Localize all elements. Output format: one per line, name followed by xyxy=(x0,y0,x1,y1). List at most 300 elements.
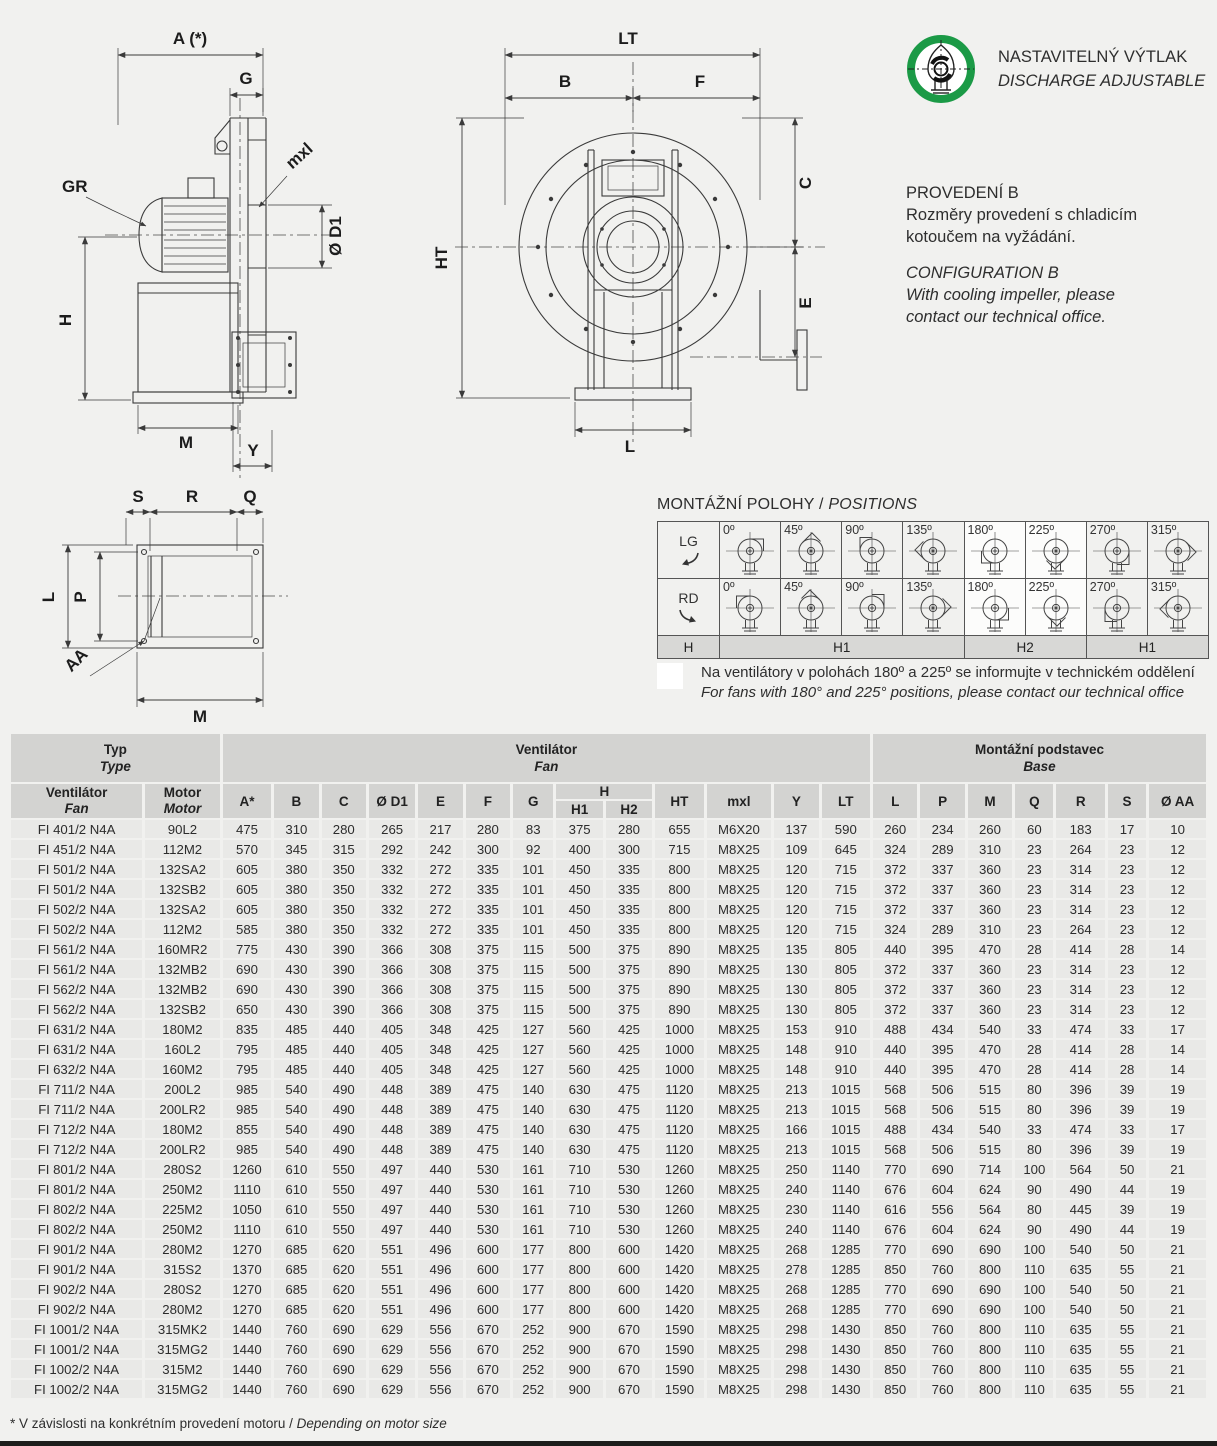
value-cell: 272 xyxy=(418,860,462,878)
value-cell: 450 xyxy=(556,860,602,878)
value-cell: 234 xyxy=(920,820,964,838)
value-cell: 530 xyxy=(606,1220,652,1238)
value-cell: 474 xyxy=(1056,1020,1104,1038)
value-cell: M8X25 xyxy=(707,1120,772,1138)
value-cell: 485 xyxy=(274,1040,318,1058)
col-fan: Ventilátor Fan xyxy=(11,784,142,818)
config-en-title: CONFIGURATION B xyxy=(906,264,1059,282)
value-cell: 530 xyxy=(466,1180,510,1198)
fan-position-icon xyxy=(845,587,899,634)
value-cell: 1590 xyxy=(655,1360,703,1378)
value-cell: 332 xyxy=(369,860,415,878)
value-cell: 690 xyxy=(968,1300,1012,1318)
value-cell: 50 xyxy=(1108,1240,1146,1258)
value-cell: 540 xyxy=(274,1080,318,1098)
value-cell: 314 xyxy=(1056,960,1104,978)
fan-type-cell: FI 631/2 N4A xyxy=(11,1020,142,1038)
value-cell: 610 xyxy=(274,1160,318,1178)
position-cell-lg-315 xyxy=(1148,522,1209,579)
value-cell: 127 xyxy=(513,1040,553,1058)
value-cell: 850 xyxy=(873,1340,917,1358)
value-cell: 600 xyxy=(606,1240,652,1258)
value-cell: 337 xyxy=(920,860,964,878)
value-cell: 850 xyxy=(873,1320,917,1338)
fan-position-icon xyxy=(1029,530,1083,577)
col-m: M xyxy=(968,784,1012,818)
col-a: A* xyxy=(223,784,271,818)
value-cell: 690 xyxy=(920,1240,964,1258)
motor-cell: 132SB2 xyxy=(145,1000,220,1018)
value-cell: 12 xyxy=(1149,980,1206,998)
value-cell: 670 xyxy=(606,1340,652,1358)
position-cell-lg-0 xyxy=(720,522,781,579)
value-cell: 676 xyxy=(873,1180,917,1198)
value-cell: 213 xyxy=(774,1080,818,1098)
header-fan-group: Ventilátor Fan xyxy=(223,734,870,782)
value-cell: 80 xyxy=(1015,1100,1053,1118)
value-cell: 1140 xyxy=(822,1160,870,1178)
value-cell: 1260 xyxy=(223,1160,271,1178)
fan-position-icon xyxy=(906,530,960,577)
value-cell: 177 xyxy=(513,1280,553,1298)
value-cell: 430 xyxy=(274,980,318,998)
col-l: L xyxy=(873,784,917,818)
value-cell: M8X25 xyxy=(707,1140,772,1158)
table-row xyxy=(11,920,1206,938)
value-cell: 560 xyxy=(556,1040,602,1058)
value-cell: 690 xyxy=(322,1320,366,1338)
table-row xyxy=(11,1020,1206,1038)
value-cell: 610 xyxy=(274,1180,318,1198)
value-cell: 440 xyxy=(322,1060,366,1078)
value-cell: 630 xyxy=(556,1080,602,1098)
rotation-direction-icon xyxy=(676,550,702,567)
value-cell: 760 xyxy=(920,1340,964,1358)
value-cell: 314 xyxy=(1056,1000,1104,1018)
value-cell: 260 xyxy=(873,820,917,838)
fan-type-cell: FI 502/2 N4A xyxy=(11,900,142,918)
value-cell: 314 xyxy=(1056,880,1104,898)
value-cell: 21 xyxy=(1149,1160,1206,1178)
value-cell: 389 xyxy=(418,1140,462,1158)
value-cell: 530 xyxy=(466,1200,510,1218)
value-cell: 380 xyxy=(274,920,318,938)
value-cell: 332 xyxy=(369,880,415,898)
value-cell: 28 xyxy=(1015,940,1053,958)
value-cell: 161 xyxy=(513,1220,553,1238)
table-row xyxy=(11,1200,1206,1218)
value-cell: 28 xyxy=(1108,940,1146,958)
value-cell: 110 xyxy=(1015,1340,1053,1358)
value-cell: 360 xyxy=(968,880,1012,898)
table-row xyxy=(11,1320,1206,1338)
motor-cell: 315M2 xyxy=(145,1360,220,1378)
value-cell: 475 xyxy=(223,820,271,838)
value-cell: 1440 xyxy=(223,1320,271,1338)
value-cell: 289 xyxy=(920,840,964,858)
angle-label: 0º xyxy=(723,523,735,537)
value-cell: M8X25 xyxy=(707,1360,772,1378)
value-cell: 551 xyxy=(369,1240,415,1258)
value-cell: 335 xyxy=(606,900,652,918)
dim-label-d1: Ø D1 xyxy=(326,216,345,256)
value-cell: M8X25 xyxy=(707,1380,772,1398)
value-cell: 564 xyxy=(968,1200,1012,1218)
value-cell: 500 xyxy=(556,960,602,978)
value-cell: 161 xyxy=(513,1160,553,1178)
value-cell: 23 xyxy=(1015,860,1053,878)
value-cell: 540 xyxy=(274,1120,318,1138)
table-row xyxy=(11,1100,1206,1118)
fan-type-cell: FI 711/2 N4A xyxy=(11,1100,142,1118)
table-row xyxy=(11,1160,1206,1178)
value-cell: 800 xyxy=(655,920,703,938)
value-cell: 710 xyxy=(556,1200,602,1218)
value-cell: 298 xyxy=(774,1320,818,1338)
fan-table-body xyxy=(11,820,1206,1398)
value-cell: 1260 xyxy=(655,1160,703,1178)
motor-cell: 160L2 xyxy=(145,1040,220,1058)
value-cell: 629 xyxy=(369,1380,415,1398)
value-cell: 714 xyxy=(968,1160,1012,1178)
value-cell: 635 xyxy=(1056,1320,1104,1338)
configuration-note xyxy=(906,182,1137,328)
value-cell: 425 xyxy=(466,1020,510,1038)
value-cell: 800 xyxy=(655,900,703,918)
value-cell: 474 xyxy=(1056,1120,1104,1138)
value-cell: 1285 xyxy=(822,1260,870,1278)
value-cell: 148 xyxy=(774,1060,818,1078)
value-cell: 670 xyxy=(466,1340,510,1358)
value-cell: 280 xyxy=(322,820,366,838)
value-cell: 564 xyxy=(1056,1160,1104,1178)
value-cell: 366 xyxy=(369,940,415,958)
value-cell: 380 xyxy=(274,860,318,878)
value-cell: 130 xyxy=(774,980,818,998)
value-cell: 800 xyxy=(556,1260,602,1278)
angle-label: 270º xyxy=(1089,580,1116,594)
value-cell: 760 xyxy=(920,1380,964,1398)
value-cell: 260 xyxy=(968,820,1012,838)
motor-cell: 200L2 xyxy=(145,1080,220,1098)
value-cell: 298 xyxy=(774,1360,818,1378)
value-cell: 760 xyxy=(920,1320,964,1338)
value-cell: 272 xyxy=(418,880,462,898)
table-row xyxy=(11,1120,1206,1138)
value-cell: 1260 xyxy=(655,1200,703,1218)
value-cell: 685 xyxy=(274,1260,318,1278)
col-c: C xyxy=(322,784,366,818)
value-cell: 375 xyxy=(556,820,602,838)
value-cell: 540 xyxy=(274,1140,318,1158)
value-cell: 324 xyxy=(873,920,917,938)
value-cell: 629 xyxy=(369,1320,415,1338)
value-cell: 23 xyxy=(1015,980,1053,998)
value-cell: 21 xyxy=(1149,1360,1206,1378)
value-cell: 670 xyxy=(466,1360,510,1378)
value-cell: 440 xyxy=(873,1040,917,1058)
value-cell: 670 xyxy=(466,1320,510,1338)
value-cell: 252 xyxy=(513,1340,553,1358)
position-height-cell: H1 xyxy=(1087,636,1209,659)
motor-cell: 160M2 xyxy=(145,1060,220,1078)
value-cell: 760 xyxy=(274,1320,318,1338)
dim-label-y: Y xyxy=(247,441,259,460)
value-cell: 375 xyxy=(606,960,652,978)
rotation-direction-icon xyxy=(676,607,702,624)
position-cell-rd-225 xyxy=(1026,579,1087,636)
value-cell: 23 xyxy=(1015,920,1053,938)
value-cell: 80 xyxy=(1015,1200,1053,1218)
value-cell: 360 xyxy=(968,900,1012,918)
value-cell: 440 xyxy=(418,1220,462,1238)
value-cell: 600 xyxy=(466,1260,510,1278)
value-cell: 616 xyxy=(873,1200,917,1218)
table-row xyxy=(11,1220,1206,1238)
value-cell: 855 xyxy=(223,1120,271,1138)
config-cz-line: Rozměry provedení s chladicím xyxy=(906,206,1138,224)
value-cell: 485 xyxy=(274,1060,318,1078)
angle-label: 90º xyxy=(845,580,864,594)
value-cell: 800 xyxy=(556,1280,602,1298)
angle-label: 0º xyxy=(723,580,735,594)
value-cell: 1110 xyxy=(223,1180,271,1198)
value-cell: 337 xyxy=(920,960,964,978)
value-cell: 120 xyxy=(774,860,818,878)
value-cell: 550 xyxy=(322,1160,366,1178)
value-cell: 1015 xyxy=(822,1120,870,1138)
value-cell: 500 xyxy=(556,980,602,998)
value-cell: 1120 xyxy=(655,1120,703,1138)
value-cell: M8X25 xyxy=(707,1000,772,1018)
value-cell: 12 xyxy=(1149,960,1206,978)
fan-type-cell: FI 712/2 N4A xyxy=(11,1120,142,1138)
col-g: G xyxy=(513,784,553,818)
fan-type-cell: FI 401/2 N4A xyxy=(11,820,142,838)
table-row xyxy=(11,1340,1206,1358)
value-cell: 1430 xyxy=(822,1320,870,1338)
value-cell: 250 xyxy=(774,1160,818,1178)
fan-type-cell: FI 561/2 N4A xyxy=(11,940,142,958)
value-cell: 605 xyxy=(223,900,271,918)
table-row xyxy=(11,1080,1206,1098)
value-cell: 890 xyxy=(655,960,703,978)
value-cell: 350 xyxy=(322,860,366,878)
value-cell: 805 xyxy=(822,960,870,978)
value-cell: 337 xyxy=(920,1000,964,1018)
value-cell: 850 xyxy=(873,1260,917,1278)
value-cell: 604 xyxy=(920,1180,964,1198)
col-h2: H2 xyxy=(606,801,652,818)
value-cell: 440 xyxy=(418,1180,462,1198)
value-cell: 690 xyxy=(223,980,271,998)
value-cell: 120 xyxy=(774,900,818,918)
table-row xyxy=(11,840,1206,858)
value-cell: 676 xyxy=(873,1220,917,1238)
value-cell: 1590 xyxy=(655,1320,703,1338)
value-cell: 496 xyxy=(418,1260,462,1278)
value-cell: 308 xyxy=(418,980,462,998)
badge-title-cz: NASTAVITELNÝ VÝTLAK xyxy=(998,48,1188,66)
value-cell: 12 xyxy=(1149,920,1206,938)
value-cell: 645 xyxy=(822,840,870,858)
value-cell: 568 xyxy=(873,1140,917,1158)
value-cell: 280 xyxy=(466,820,510,838)
fan-type-cell: FI 501/2 N4A xyxy=(11,880,142,898)
value-cell: 635 xyxy=(1056,1380,1104,1398)
table-row xyxy=(11,980,1206,998)
angle-label: 90º xyxy=(845,523,864,537)
fan-type-cell: FI 802/2 N4A xyxy=(11,1220,142,1238)
position-cell-lg-135 xyxy=(903,522,964,579)
value-cell: 425 xyxy=(606,1020,652,1038)
value-cell: 300 xyxy=(606,840,652,858)
positions-title: MONTÁŽNÍ POLOHY / POSITIONS xyxy=(657,496,918,513)
value-cell: 360 xyxy=(968,1000,1012,1018)
value-cell: 556 xyxy=(418,1360,462,1378)
value-cell: 217 xyxy=(418,820,462,838)
value-cell: 890 xyxy=(655,940,703,958)
value-cell: 101 xyxy=(513,860,553,878)
value-cell: 1260 xyxy=(655,1220,703,1238)
dim-label-b: B xyxy=(558,72,572,91)
value-cell: 19 xyxy=(1149,1200,1206,1218)
dim-label-lt: LT xyxy=(618,29,638,48)
value-cell: 213 xyxy=(774,1140,818,1158)
value-cell: 470 xyxy=(968,940,1012,958)
value-cell: 605 xyxy=(223,860,271,878)
angle-label: 135º xyxy=(906,523,932,537)
value-cell: M8X25 xyxy=(707,860,772,878)
value-cell: 800 xyxy=(968,1260,1012,1278)
value-cell: 308 xyxy=(418,1000,462,1018)
value-cell: M8X25 xyxy=(707,1260,772,1278)
value-cell: 44 xyxy=(1108,1220,1146,1238)
fan-position-icon xyxy=(1029,587,1083,634)
positions-row-label-rd: RD xyxy=(658,579,720,636)
motor-cell: 315S2 xyxy=(145,1260,220,1278)
value-cell: 389 xyxy=(418,1080,462,1098)
value-cell: 710 xyxy=(556,1220,602,1238)
value-cell: 497 xyxy=(369,1220,415,1238)
value-cell: 1420 xyxy=(655,1260,703,1278)
value-cell: 800 xyxy=(556,1300,602,1318)
value-cell: 1440 xyxy=(223,1360,271,1378)
value-cell: 1015 xyxy=(822,1100,870,1118)
value-cell: 39 xyxy=(1108,1200,1146,1218)
fan-position-icon xyxy=(723,587,777,634)
motor-cell: 280S2 xyxy=(145,1280,220,1298)
value-cell: 289 xyxy=(920,920,964,938)
fan-type-cell: FI 501/2 N4A xyxy=(11,860,142,878)
value-cell: 600 xyxy=(466,1300,510,1318)
motor-cell: 112M2 xyxy=(145,920,220,938)
dimensions-table xyxy=(8,732,1209,1400)
value-cell: 127 xyxy=(513,1060,553,1078)
motor-cell: 315MK2 xyxy=(145,1320,220,1338)
motor-cell: 250M2 xyxy=(145,1180,220,1198)
value-cell: 900 xyxy=(556,1380,602,1398)
value-cell: 1015 xyxy=(822,1140,870,1158)
table-row xyxy=(11,1140,1206,1158)
value-cell: 715 xyxy=(822,900,870,918)
value-cell: 348 xyxy=(418,1020,462,1038)
value-cell: 298 xyxy=(774,1380,818,1398)
value-cell: 395 xyxy=(920,1040,964,1058)
value-cell: 396 xyxy=(1056,1080,1104,1098)
motor-cell: 160MR2 xyxy=(145,940,220,958)
value-cell: 570 xyxy=(223,840,271,858)
col-lt: LT xyxy=(822,784,870,818)
position-height-cell: H xyxy=(658,636,720,659)
fan-type-cell: FI 1002/2 N4A xyxy=(11,1360,142,1378)
fan-type-cell: FI 1002/2 N4A xyxy=(11,1380,142,1398)
value-cell: 127 xyxy=(513,1020,553,1038)
value-cell: 497 xyxy=(369,1200,415,1218)
value-cell: 506 xyxy=(920,1140,964,1158)
value-cell: 430 xyxy=(274,940,318,958)
value-cell: 120 xyxy=(774,880,818,898)
value-cell: 90 xyxy=(1015,1220,1053,1238)
motor-cell: 315MG2 xyxy=(145,1380,220,1398)
position-cell-lg-45 xyxy=(781,522,842,579)
value-cell: 405 xyxy=(369,1020,415,1038)
position-cell-rd-0 xyxy=(720,579,781,636)
table-row xyxy=(11,880,1206,898)
value-cell: 332 xyxy=(369,920,415,938)
value-cell: 272 xyxy=(418,920,462,938)
value-cell: 348 xyxy=(418,1060,462,1078)
value-cell: 760 xyxy=(920,1360,964,1378)
value-cell: 835 xyxy=(223,1020,271,1038)
value-cell: 390 xyxy=(322,960,366,978)
value-cell: 1120 xyxy=(655,1140,703,1158)
value-cell: 500 xyxy=(556,1000,602,1018)
value-cell: 434 xyxy=(920,1120,964,1138)
value-cell: 475 xyxy=(606,1140,652,1158)
value-cell: 23 xyxy=(1015,880,1053,898)
value-cell: 265 xyxy=(369,820,415,838)
value-cell: 550 xyxy=(322,1220,366,1238)
value-cell: 28 xyxy=(1015,1060,1053,1078)
value-cell: 620 xyxy=(322,1260,366,1278)
positions-note-en: For fans with 180° and 225° positions, please contact our technical office xyxy=(701,684,1185,701)
value-cell: 440 xyxy=(418,1160,462,1178)
value-cell: 405 xyxy=(369,1060,415,1078)
value-cell: 28 xyxy=(1015,1040,1053,1058)
value-cell: 19 xyxy=(1149,1100,1206,1118)
value-cell: M8X25 xyxy=(707,980,772,998)
value-cell: 21 xyxy=(1149,1260,1206,1278)
value-cell: 292 xyxy=(369,840,415,858)
value-cell: 685 xyxy=(274,1240,318,1258)
col-r: R xyxy=(1056,784,1104,818)
value-cell: 795 xyxy=(223,1040,271,1058)
fan-position-icon xyxy=(784,530,838,577)
value-cell: 560 xyxy=(556,1020,602,1038)
value-cell: 372 xyxy=(873,880,917,898)
value-cell: 12 xyxy=(1149,860,1206,878)
value-cell: M8X25 xyxy=(707,960,772,978)
positions-row-label-lg: LG xyxy=(658,522,720,579)
value-cell: 23 xyxy=(1015,840,1053,858)
position-cell-lg-180 xyxy=(965,522,1026,579)
value-cell: 690 xyxy=(322,1380,366,1398)
fan-type-cell: FI 1001/2 N4A xyxy=(11,1340,142,1358)
value-cell: 14 xyxy=(1149,1060,1206,1078)
value-cell: 23 xyxy=(1108,960,1146,978)
value-cell: 770 xyxy=(873,1240,917,1258)
